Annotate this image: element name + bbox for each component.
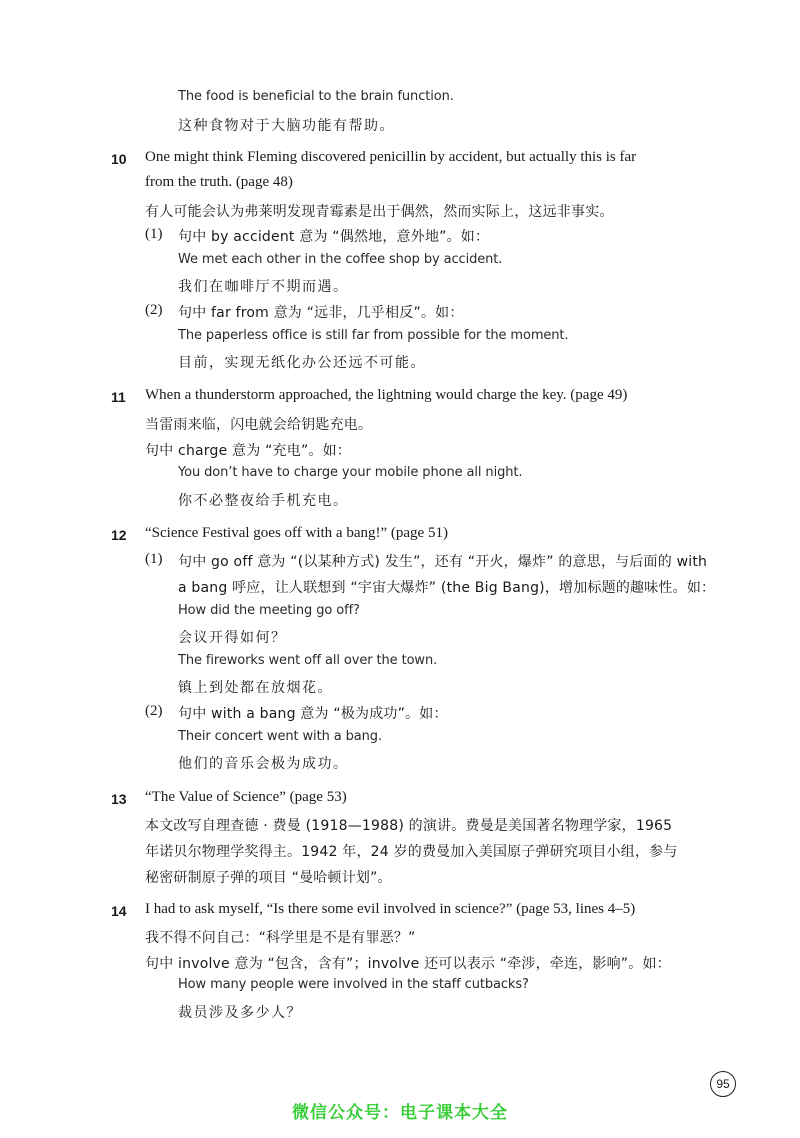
explanation-text: 句中 charge 意为 “充电”。如： [145, 443, 352, 459]
example-sentence: How many people were involved in the staff cutbacks? [178, 977, 529, 992]
example-translation: 这种食物对于大脑功能有帮助。 [178, 118, 395, 134]
quoted-sentence: from the truth. (page 48) [145, 174, 293, 190]
example-translation: 会议开得如何？ [178, 630, 287, 646]
example-translation: 目前，实现无纸化办公还远不可能。 [178, 355, 426, 371]
explanation-text: 秘密研制原子弹的项目 “曼哈顿计划”。 [145, 870, 392, 886]
explanation-text: 句中 by accident 意为 “偶然地，意外地”。如： [178, 229, 490, 245]
note-number: 11 [111, 389, 126, 405]
example-sentence: We met each other in the coffee shop by accident. [178, 252, 503, 267]
example-translation: 我们在咖啡厅不期而遇。 [178, 279, 349, 295]
note-number: 13 [111, 791, 127, 807]
quoted-sentence: When a thunderstorm approached, the lightning would charge the key. (page 49) [145, 387, 628, 403]
explanation-text: 句中 go off 意为 “(以某种方式) 发生”，还有 “开火，爆炸” 的意思，与后面的 with [178, 554, 708, 570]
sub-item-marker: (2) [145, 703, 163, 719]
note-number: 12 [111, 527, 127, 543]
note-number: 14 [111, 903, 127, 919]
quoted-sentence: “Science Festival goes off with a bang!” (page 51) [145, 525, 448, 541]
explanation-text: 本文改写自理查德 · 费曼 (1918—1988) 的演讲。费曼是美国著名物理学家，1965 [145, 818, 673, 834]
quoted-sentence: “The Value of Science” (page 53) [145, 789, 347, 805]
quoted-sentence: One might think Fleming discovered penicillin by accident, but actually this is far [145, 149, 637, 165]
chinese-translation: 当雷雨来临，闪电就会给钥匙充电。 [145, 417, 373, 433]
example-sentence: You don’t have to charge your mobile phone all night. [178, 465, 523, 480]
example-sentence: The paperless office is still far from possible for the moment. [178, 328, 569, 343]
chinese-translation: 有人可能会认为弗莱明发现青霉素是出于偶然，然而实际上，这远非事实。 [145, 204, 614, 220]
watermark-text: 微信公众号：电子课本大全 [292, 1103, 508, 1123]
chinese-translation: 我不得不问自己：“科学里是不是有罪恶？” [145, 930, 416, 946]
example-translation: 你不必整夜给手机充电。 [178, 493, 349, 509]
sub-item-marker: (1) [145, 551, 163, 567]
example-sentence: Their concert went with a bang. [178, 729, 382, 744]
example-translation: 镇上到处都在放烟花。 [178, 680, 333, 696]
example-translation: 他们的音乐会极为成功。 [178, 756, 349, 772]
example-sentence: The food is beneficial to the brain function. [178, 89, 454, 104]
page-number: 95 [710, 1071, 736, 1097]
quoted-sentence: I had to ask myself, “Is there some evil involved in science?” (page 53, lines 4–5) [145, 901, 636, 917]
sub-item-marker: (1) [145, 226, 163, 242]
sub-item-marker: (2) [145, 302, 163, 318]
explanation-text: 句中 with a bang 意为 “极为成功”。如： [178, 706, 448, 722]
example-sentence: How did the meeting go off? [178, 603, 360, 618]
explanation-text: 句中 involve 意为 “包含，含有”；involve 还可以表示 “牵涉，牵连，影响”。如： [145, 956, 671, 972]
explanation-text: a bang 呼应，让人联想到 “宇宙大爆炸” (the Big Bang)，增加标题的趣味性。如： [178, 580, 716, 596]
note-number: 10 [111, 151, 127, 167]
explanation-text: 年诺贝尔物理学奖得主。1942 年，24 岁的费曼加入美国原子弹研究项目小组，参与 [145, 844, 678, 860]
example-translation: 裁员涉及多少人？ [178, 1005, 302, 1021]
explanation-text: 句中 far from 意为 “远非，几乎相反”。如： [178, 305, 464, 321]
example-sentence: The fireworks went off all over the town. [178, 653, 438, 668]
